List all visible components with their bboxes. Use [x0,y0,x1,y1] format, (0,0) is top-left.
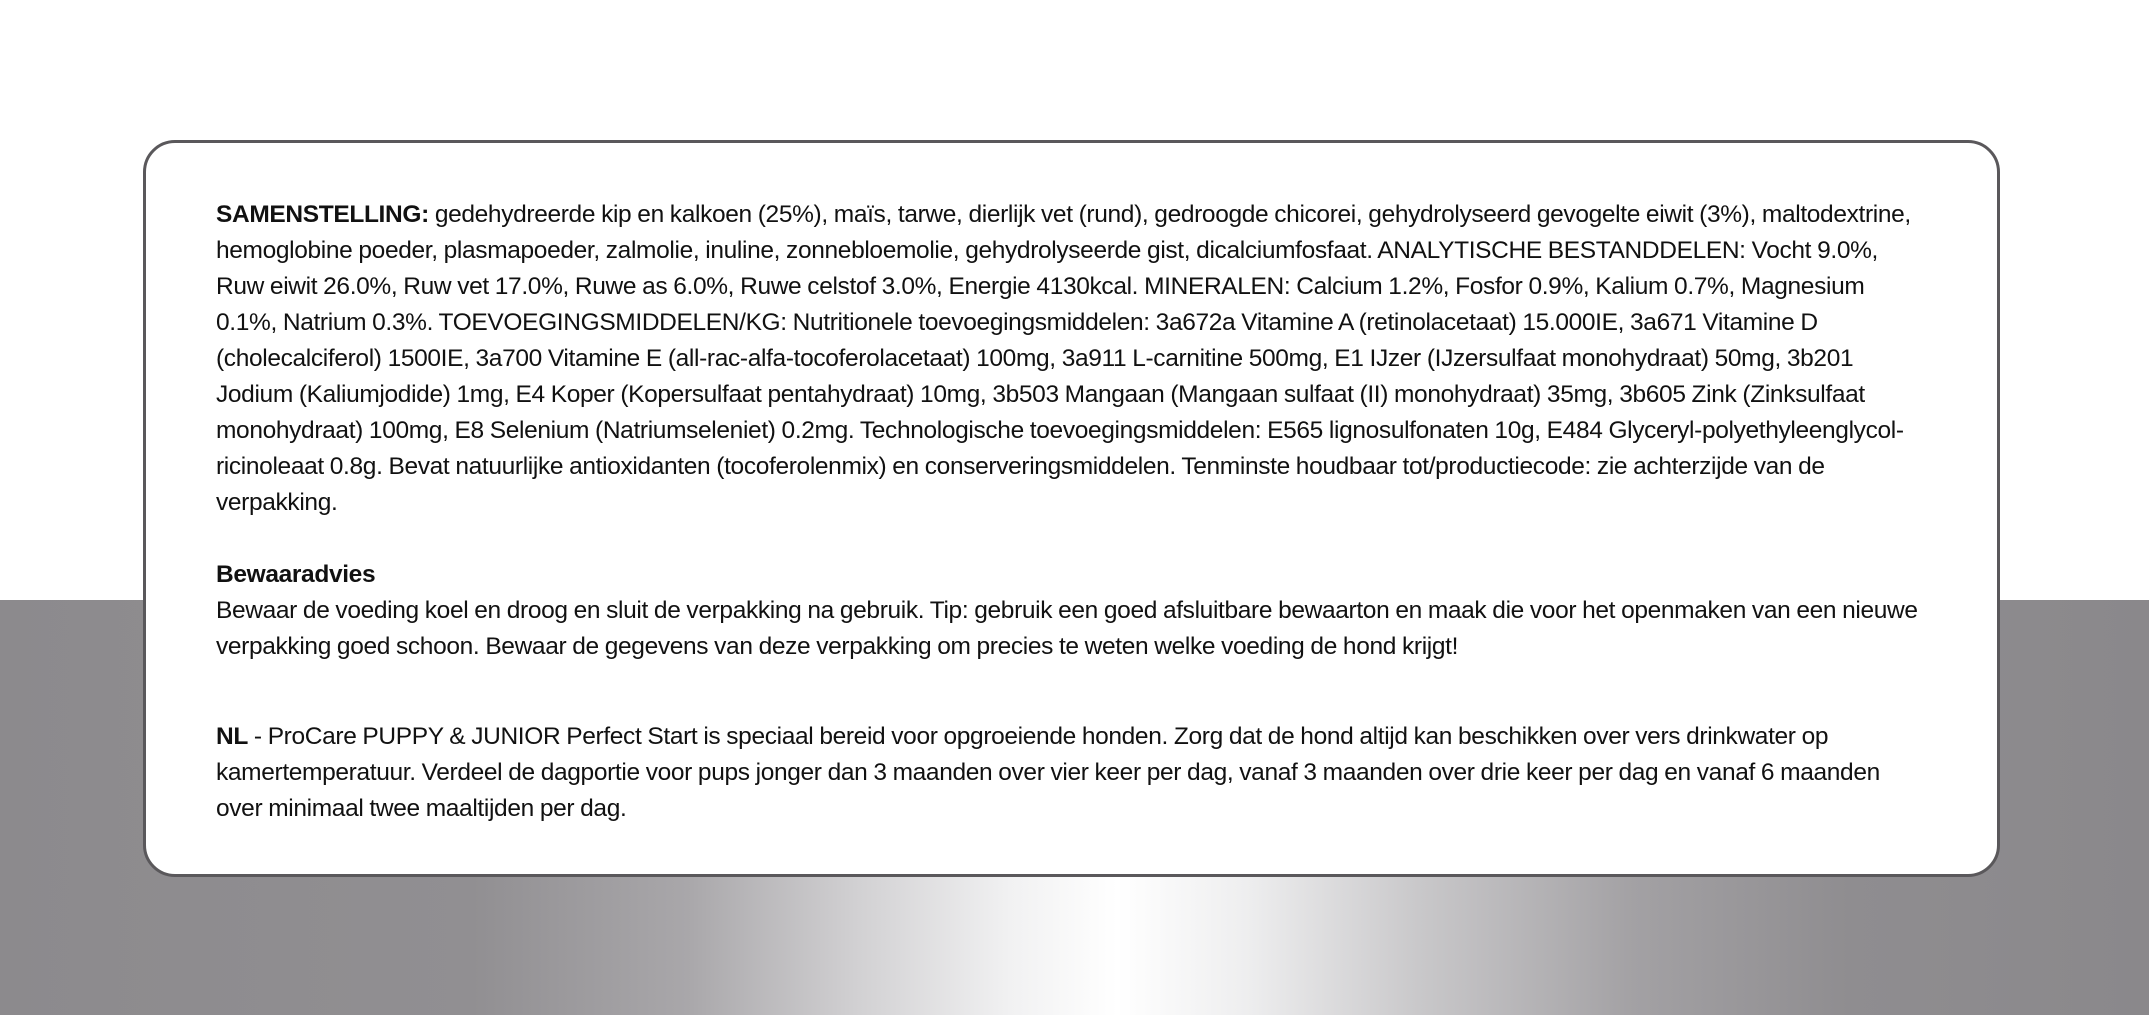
section-spacer [216,665,1929,719]
product-label-card [143,140,2000,877]
composition-text: gedehydreerde kip en kalkoen (25%), maïs, tarwe, dierlijk vet (rund), gedroogde chicorei, gehydrolyseerd gevogelte eiwit (3%), maltodextrine, hemoglobine poeder, plasmapoeder, zalmolie, inuline, zonnebloemolie, gehydrolyseerde gist, dicalciumfosfaat. ANALYTISCHE BESTANDDELEN: Vocht 9.0%, Ruw eiwit 26.0%, Ruw vet 17.0%, Ruwe as 6.0%, Ruwe celstof 3.0%, Energie 4130kcal. MINERALEN: Calcium 1.2%, Fosfor 0.9%, Kalium 0.7%, Magnesium 0.1%, Natrium 0.3%. TOEVOEGINGSMIDDELEN/KG: Nutritionele toevoegingsmiddelen: 3a672a Vitamine A (retinolacetaat) 15.000IE, 3a671 Vitamine D (cholecalciferol) 1500IE, 3a700 Vitamine E (all-rac-alfa-tocoferolacetaat) 100mg, 3a911 L-carnitine 500mg, E1 IJzer (IJzersulfaat monohydraat) 50mg, 3b201 Jodium (Kaliumjodide) 1mg, E4 Koper (Kopersulfaat pentahydraat) 10mg, 3b503 Mangaan (Mangaan sulfaat (II) monohydraat) 35mg, 3b605 Zink (Zinksulfaat monohydraat) 100mg, E8 Selenium (Natriumseleniet) 0.2mg. Technologische toevoegingsmiddelen: E565 lignosulfonaten 10g, E484 Glyceryl-polyethyleenglycol-ricinoleaat 0.8g. Bevat natuurlijke antioxidanten (tocoferolenmix) en conserveringsmiddelen. Tenminste houdbaar tot/productiecode: zie achterzijde van de verpakking. [216,201,1911,516]
section-spacer [216,521,1929,557]
composition-label: SAMENSTELLING: [216,201,429,228]
storage-text: Bewaar de voeding koel en droog en sluit de verpakking na gebruik. Tip: gebruik een goed afsluitbare bewaarton en maak die voor het openmaken van een nieuwe verpakking goed schoon. Bewaar de gegevens van deze verpakking om precies te weten welke voeding de hond krijgt! [216,597,1918,660]
feeding-paragraph [216,719,1929,827]
storage-section [216,557,1929,665]
composition-paragraph [216,197,1929,521]
language-label: NL [216,723,248,750]
storage-heading: Bewaaradvies [216,561,376,588]
feeding-text: - ProCare PUPPY & JUNIOR Perfect Start is speciaal bereid voor opgroeiende honden. Zorg dat de hond altijd kan beschikken over vers drinkwater op kamertemperatuur. Verdeel de dagportie voor pups jonger dan 3 maanden over vier keer per dag, vanaf 3 maanden over drie keer per dag en vanaf 6 maanden over minimaal twee maaltijden per dag. [216,723,1880,822]
